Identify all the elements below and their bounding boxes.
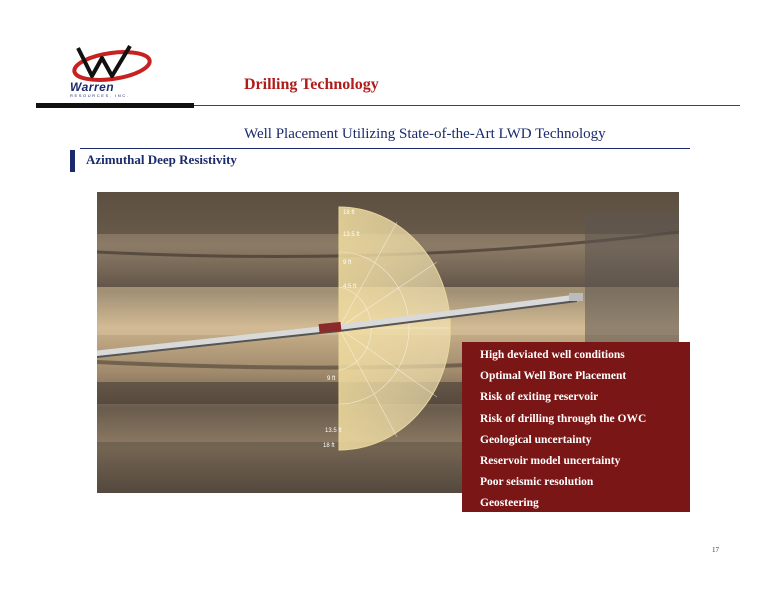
scale-label: 18 ft [323,443,335,449]
subtitle-rule [80,148,690,149]
logo-swoosh [73,48,152,84]
conditions-callout [462,342,690,512]
section-title: Azimuthal Deep Resistivity [86,152,237,167]
scale-label: 9 ft [343,260,352,266]
conditions-list [462,342,690,515]
section-marker [70,150,75,172]
scale-label: 4.5 ft [343,284,357,290]
scale-label: 13.5 ft [325,428,342,434]
list-item: Geological uncertainty [480,433,592,446]
list-item: High deviated well conditions [480,349,625,361]
list-item: Optimal Well Bore Placement [480,370,627,383]
scale-label: 13.5 ft [343,232,360,238]
header-rule-thick [36,103,194,108]
list-item: Risk of exiting reservoir [480,391,599,404]
list-item: Reservoir model uncertainty [480,454,621,467]
slide-subtitle: Well Placement Utilizing State-of-the-Art LWD Technology [244,126,606,142]
list-item: Poor seismic resolution [480,476,594,489]
list-item: Risk of drilling through the OWC [480,412,647,425]
logo-tagline: RESOURCES, INC. [70,93,130,98]
logo-wordmark: Warren [70,80,115,94]
header-rule-thin [194,105,740,106]
list-item: Geosteering [480,497,539,510]
page-title: Drilling Technology [244,76,379,93]
scale-label: 9 ft [327,376,336,382]
drill-bit [569,293,583,301]
scale-label: 18 ft [343,210,355,216]
page-number: 17 [712,546,719,554]
